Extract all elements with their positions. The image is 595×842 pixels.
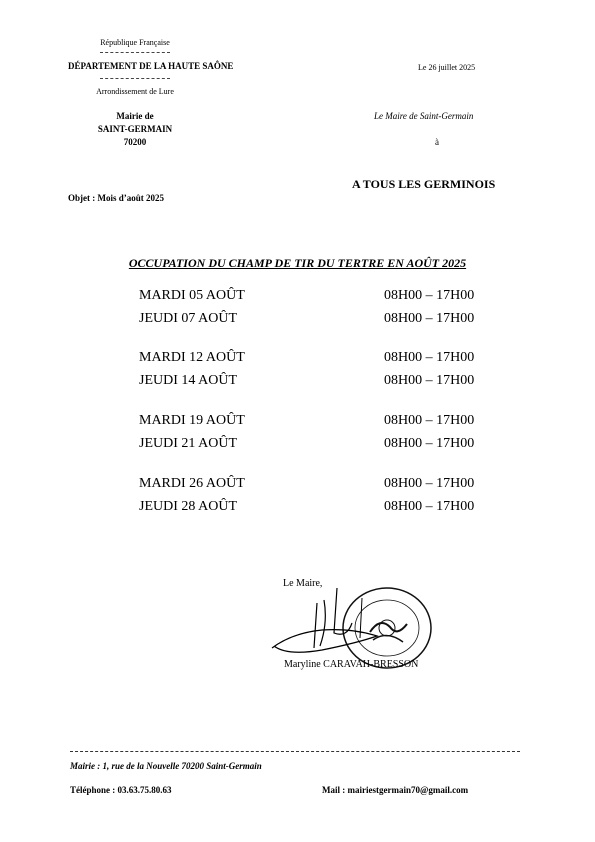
- schedule-hours: 08H00 – 17H00: [384, 288, 475, 303]
- footer-divider: [70, 751, 520, 752]
- schedule-hours: 08H00 – 17H00: [384, 311, 475, 326]
- footer-address: Mairie : 1, rue de la Nouvelle 70200 Saint-Germain: [70, 761, 262, 771]
- republique-label: République Française: [100, 38, 170, 47]
- schedule-day: JEUDI 07 AOÛT: [139, 311, 237, 326]
- schedule-day: MARDI 26 AOÛT: [139, 476, 245, 491]
- sender-label: Le Maire de Saint-Germain: [374, 111, 474, 121]
- divider: [100, 78, 170, 79]
- schedule-hours: 08H00 – 17H00: [384, 436, 475, 451]
- a-label: à: [435, 137, 439, 147]
- schedule-hours: 08H00 – 17H00: [384, 499, 475, 514]
- schedule-hours: 08H00 – 17H00: [384, 476, 475, 491]
- schedule-hours: 08H00 – 17H00: [384, 373, 475, 388]
- schedule-day: MARDI 05 AOÛT: [139, 288, 245, 303]
- signature-role: Le Maire,: [283, 578, 323, 589]
- mairie-line2: SAINT-GERMAIN: [97, 124, 173, 134]
- footer-phone: Téléphone : 03.63.75.80.63: [70, 785, 172, 795]
- schedule-day: MARDI 19 AOÛT: [139, 413, 245, 428]
- schedule-day: MARDI 12 AOÛT: [139, 350, 245, 365]
- divider: [100, 52, 170, 53]
- letter-date: Le 26 juillet 2025: [418, 63, 476, 72]
- arrondissement-label: Arrondissement de Lure: [96, 87, 174, 96]
- schedule-day: JEUDI 28 AOÛT: [139, 499, 237, 514]
- signature-name: Maryline CARAVAH-BRESSON: [284, 659, 419, 670]
- departement-label: DÉPARTEMENT DE LA HAUTE SAÔNE: [68, 61, 234, 71]
- mairie-line3: 70200: [123, 137, 147, 147]
- footer-mail: Mail : mairiestgermain70@gmail.com: [322, 785, 469, 795]
- schedule-hours: 08H00 – 17H00: [384, 350, 475, 365]
- recipient-label: A TOUS LES GERMINOIS: [352, 177, 496, 191]
- schedule-day: JEUDI 14 AOÛT: [139, 373, 237, 388]
- schedule-hours: 08H00 – 17H00: [384, 413, 475, 428]
- mairie-line1: Mairie de: [116, 111, 154, 121]
- objet-label: Objet : Mois d’août 2025: [68, 193, 164, 203]
- page-title: OCCUPATION DU CHAMP DE TIR DU TERTRE EN AOÛT 2025: [128, 256, 467, 270]
- schedule-day: JEUDI 21 AOÛT: [139, 436, 237, 451]
